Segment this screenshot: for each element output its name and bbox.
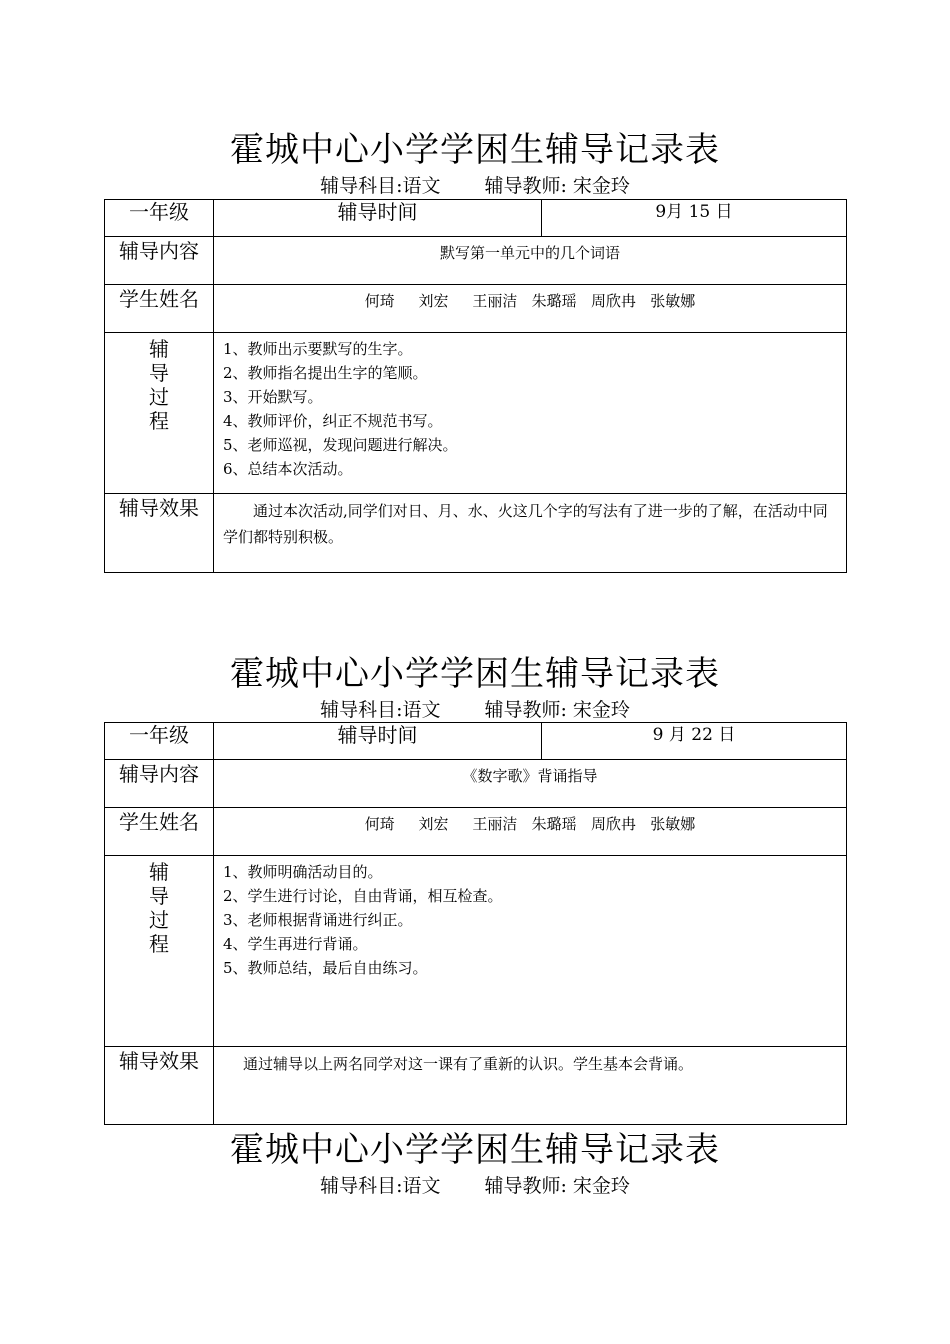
record-2-table — [104, 722, 847, 1125]
record-1-table — [104, 199, 847, 573]
record-2-subject: 辅导科目:语文 — [320, 699, 441, 721]
record-2-teacher: 辅导教师: 宋金玲 — [484, 699, 630, 721]
step-item: 5、老师巡视，发现问题进行解决。 — [223, 436, 458, 454]
step-item: 1、教师出示要默写的生字。 — [223, 340, 413, 358]
step-item: 3、开始默写。 — [223, 388, 323, 406]
record-1-effect: 通过本次活动,同学们对日、月、水、火这几个字的写法有了进一步的了解，在活动中同学们都特别积极。 — [214, 494, 847, 573]
record-2-students: 何琦 刘宏 王丽洁 朱璐瑶 周欣冉 张敏娜 — [214, 808, 847, 856]
record-2-content-row — [105, 760, 847, 808]
record-2-subtitle — [0, 699, 950, 721]
record-2-content-label: 辅导内容 — [105, 760, 214, 808]
record-3-title: 霍城中心小学学困生辅导记录表 — [230, 1130, 720, 1170]
record-2-date: 9 月 22 日 — [542, 723, 847, 760]
record-1-subtitle — [0, 175, 950, 197]
record-1-title: 霍城中心小学学困生辅导记录表 — [230, 130, 720, 170]
record-2-effect-label: 辅导效果 — [105, 1047, 214, 1125]
record-3-subtitle — [0, 1175, 950, 1197]
record-2-students-label: 学生姓名 — [105, 808, 214, 856]
record-2-steps — [214, 856, 847, 1047]
record-3-teacher: 辅导教师: 宋金玲 — [484, 1175, 630, 1197]
record-3-subject: 辅导科目:语文 — [320, 1175, 441, 1197]
record-2-time-label: 辅导时间 — [214, 723, 542, 760]
record-2-process-row — [105, 856, 847, 1047]
step-item: 5、教师总结，最后自由练习。 — [223, 959, 428, 977]
record-1-content-label: 辅导内容 — [105, 237, 214, 285]
record-1-students-label: 学生姓名 — [105, 285, 214, 333]
record-2-grade: 一年级 — [105, 723, 214, 760]
step-item: 6、总结本次活动。 — [223, 460, 353, 478]
record-1-process-row — [105, 333, 847, 494]
step-item: 2、教师指名提出生字的笔顺。 — [223, 364, 428, 382]
record-1-time-label: 辅导时间 — [214, 200, 542, 237]
record-1-process-label: 辅 导 过 程 — [105, 333, 214, 494]
record-1-content-row — [105, 237, 847, 285]
record-2-students-row — [105, 808, 847, 856]
record-2-process-label: 辅 导 过 程 — [105, 856, 214, 1047]
record-1-steps — [214, 333, 847, 494]
record-1-header-row — [105, 200, 847, 237]
record-2-content: 《数字歌》背诵指导 — [214, 760, 847, 808]
record-1-teacher: 辅导教师: 宋金玲 — [484, 175, 630, 197]
record-1-effect-label: 辅导效果 — [105, 494, 214, 573]
step-item: 3、老师根据背诵进行纠正。 — [223, 911, 413, 929]
step-item: 4、学生再进行背诵。 — [223, 935, 368, 953]
record-1-date: 9月 15 日 — [542, 200, 847, 237]
record-1-subject: 辅导科目:语文 — [320, 175, 441, 197]
record-1-students-row — [105, 285, 847, 333]
step-item: 2、学生进行讨论，自由背诵，相互检查。 — [223, 887, 503, 905]
record-2-effect: 通过辅导以上两名同学对这一课有了重新的认识。学生基本会背诵。 — [214, 1047, 847, 1125]
step-item: 1、教师明确活动目的。 — [223, 863, 383, 881]
record-2-title: 霍城中心小学学困生辅导记录表 — [230, 654, 720, 694]
record-2-header-row — [105, 723, 847, 760]
record-1-grade: 一年级 — [105, 200, 214, 237]
step-item: 4、教师评价，纠正不规范书写。 — [223, 412, 443, 430]
record-2-effect-row — [105, 1047, 847, 1125]
record-1-effect-row — [105, 494, 847, 573]
record-1-content: 默写第一单元中的几个词语 — [214, 237, 847, 285]
record-1-students: 何琦 刘宏 王丽洁 朱璐瑶 周欣冉 张敏娜 — [214, 285, 847, 333]
